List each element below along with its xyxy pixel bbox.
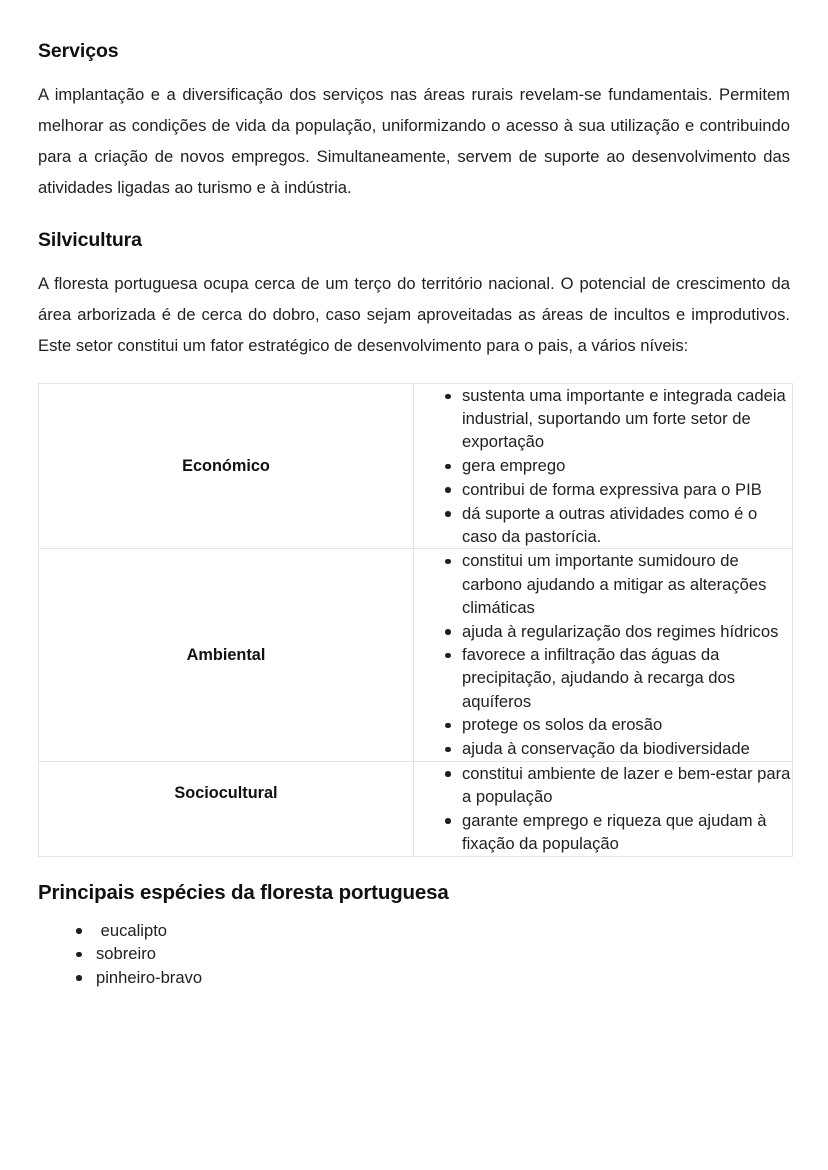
list-item: sobreiro — [96, 942, 790, 966]
level-points-ambiental — [414, 549, 793, 761]
list-item: ajuda à regularização dos regimes hídricos — [462, 620, 792, 643]
levels-table — [38, 383, 793, 857]
list-item: protege os solos da erosão — [462, 713, 792, 736]
levels-table-body — [39, 384, 793, 857]
page-heading-silvicultura: Silvicultura — [38, 229, 142, 251]
list-item: sustenta uma importante e integrada cadeia industrial, suportando um forte setor de exportação — [462, 384, 792, 454]
list-item: favorece a infiltração das águas da precipitação, ajudando à recarga dos aquíferos — [462, 643, 792, 713]
level-points-sociocultural — [414, 761, 793, 856]
list-item: constitui ambiente de lazer e bem-estar para a população — [462, 762, 792, 808]
points-list — [414, 762, 792, 855]
list-item: garante emprego e riqueza que ajudam à fixação da população — [462, 809, 792, 855]
table-row — [39, 761, 793, 856]
list-item: pinheiro-bravo — [96, 966, 790, 990]
page-heading-servicos: Serviços — [38, 40, 119, 62]
list-item: contribui de forma expressiva para o PIB — [462, 478, 792, 501]
species-list — [38, 905, 790, 990]
paragraph-servicos: A implantação e a diversificação dos serviços nas áreas rurais revelam-se fundamentais. Permitem melhorar as condições de vida da população, uniformizando o acesso à sua utilização e contribuindo para a criação de novos empregos. Simultaneamente, servem de suporte ao desenvolvimento das atividades ligadas ao turismo e à indústria. — [38, 85, 790, 197]
level-name-economico: Económico — [39, 384, 414, 549]
list-item: gera emprego — [462, 454, 792, 477]
list-item: dá suporte a outras atividades como é o caso da pastorícia. — [462, 502, 792, 548]
points-list — [414, 549, 792, 760]
table-row — [39, 384, 793, 549]
table-row — [39, 549, 793, 761]
page-heading-especies: Principais espécies da floresta portuguesa — [38, 880, 449, 904]
list-item: ajuda à conservação da biodiversidade — [462, 737, 792, 760]
level-name-ambiental: Ambiental — [39, 549, 414, 761]
list-item: constitui um importante sumidouro de carbono ajudando a mitigar as alterações climáticas — [462, 549, 792, 619]
level-points-economico — [414, 384, 793, 549]
level-name-sociocultural: Sociocultural — [39, 761, 414, 856]
points-list — [414, 384, 792, 548]
paragraph-silvicultura: A floresta portuguesa ocupa cerca de um terço do território nacional. O potencial de crescimento da área arborizada é de cerca do dobro, caso sejam aproveitadas as áreas de incultos e improdutivos. Este setor constitui um fator estratégico de desenvolvimento para o pais, a vários níveis: — [38, 274, 790, 355]
list-item: eucalipto — [96, 919, 790, 943]
